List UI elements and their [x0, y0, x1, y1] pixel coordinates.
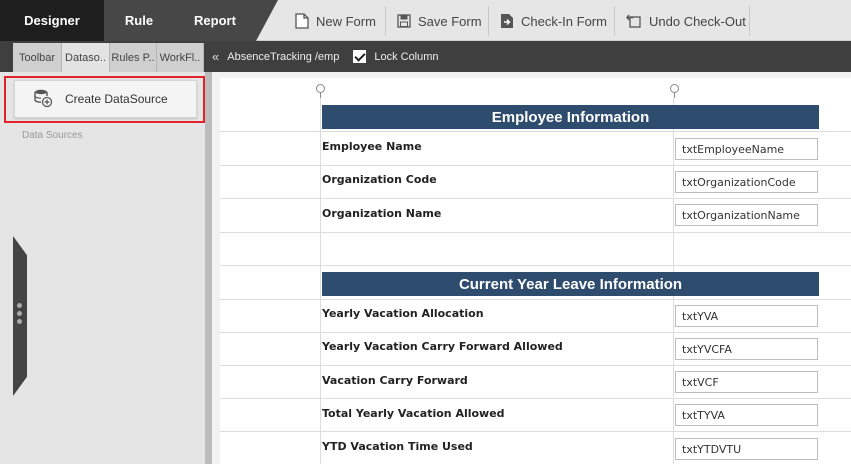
textbox-ytdvtu[interactable]: txtYTDVTU — [675, 438, 818, 460]
create-datasource-highlight — [4, 76, 205, 123]
tab-workflow[interactable]: WorkFl.. — [157, 43, 204, 72]
check-in-form-label: Check-In Form — [521, 13, 607, 29]
column-resize-handle[interactable] — [670, 84, 679, 98]
grid-row-line — [220, 398, 851, 399]
column-resize-handle[interactable] — [316, 84, 325, 98]
new-form-button[interactable] — [283, 5, 376, 37]
tab-toolbar[interactable]: Toolbar — [13, 43, 62, 72]
textbox-vcf[interactable]: txtVCF — [675, 371, 818, 393]
label-yearly-vacation-allocation: Yearly Vacation Allocation — [322, 307, 484, 320]
save-form-icon — [397, 14, 411, 28]
sidebar-splitter[interactable] — [205, 72, 212, 464]
grid-row-line — [220, 232, 851, 233]
grid-row-line — [220, 332, 851, 333]
textbox-employee-name[interactable]: txtEmployeeName — [675, 138, 818, 160]
tab-tail-decoration — [256, 0, 278, 41]
check-in-form-button[interactable] — [488, 5, 607, 37]
grid-row-line — [220, 299, 851, 300]
label-organization-name: Organization Name — [322, 207, 442, 220]
label-vacation-carry-forward: Vacation Carry Forward — [322, 374, 468, 387]
grip-dots-icon — [17, 303, 22, 324]
tab-designer[interactable]: Designer — [0, 0, 104, 41]
textbox-organization-code[interactable]: txtOrganizationCode — [675, 171, 818, 193]
tab-report[interactable]: Report — [174, 0, 256, 41]
grid-row-line — [220, 198, 851, 199]
grid-column-line — [320, 98, 321, 464]
check-in-icon — [500, 13, 514, 29]
new-form-label: New Form — [316, 13, 376, 29]
database-add-icon — [33, 88, 53, 111]
grid-row-line — [220, 265, 851, 266]
undo-check-out-label: Undo Check-Out — [649, 13, 746, 29]
grid-row-line — [220, 165, 851, 166]
label-employee-name: Employee Name — [322, 140, 422, 153]
save-form-label: Save Form — [418, 13, 482, 29]
undo-check-out-icon — [626, 14, 642, 28]
lock-column-label: Lock Column — [374, 50, 439, 63]
create-datasource-button[interactable] — [14, 80, 197, 118]
toolbar-divider — [749, 6, 750, 36]
tab-datasources[interactable]: Dataso.. — [62, 43, 110, 72]
label-total-yearly-vacation-allowed: Total Yearly Vacation Allowed — [322, 407, 505, 420]
breadcrumb-path: AbsenceTracking /emp — [227, 50, 340, 63]
collapse-arrows-icon[interactable]: « — [212, 49, 220, 64]
tab-rule[interactable]: Rule — [104, 0, 174, 41]
label-organization-code: Organization Code — [322, 173, 437, 186]
data-sources-label: Data Sources — [22, 130, 83, 141]
undo-check-out-button[interactable] — [614, 5, 746, 37]
save-form-button[interactable] — [385, 5, 482, 37]
section-header-employee-information: Employee Information — [322, 105, 819, 129]
grid-row-line — [220, 131, 851, 132]
lock-column-checkbox[interactable] — [353, 50, 366, 63]
section-header-current-year-leave: Current Year Leave Information — [322, 272, 819, 296]
textbox-organization-name[interactable]: txtOrganizationName — [675, 204, 818, 226]
grid-row-line — [220, 365, 851, 366]
breadcrumb — [212, 41, 439, 72]
textbox-yvcfa[interactable]: txtYVCFA — [675, 338, 818, 360]
label-ytd-vacation-time-used: YTD Vacation Time Used — [322, 440, 473, 453]
tab-rules-panel[interactable]: Rules P.. — [110, 43, 157, 72]
grid-row-line — [220, 431, 851, 432]
textbox-tyva[interactable]: txtTYVA — [675, 404, 818, 426]
textbox-yva[interactable]: txtYVA — [675, 305, 818, 327]
new-form-icon — [295, 13, 309, 29]
create-datasource-label: Create DataSource — [65, 92, 168, 106]
label-yearly-vacation-carry-forward-allowed: Yearly Vacation Carry Forward Allowed — [322, 340, 563, 353]
